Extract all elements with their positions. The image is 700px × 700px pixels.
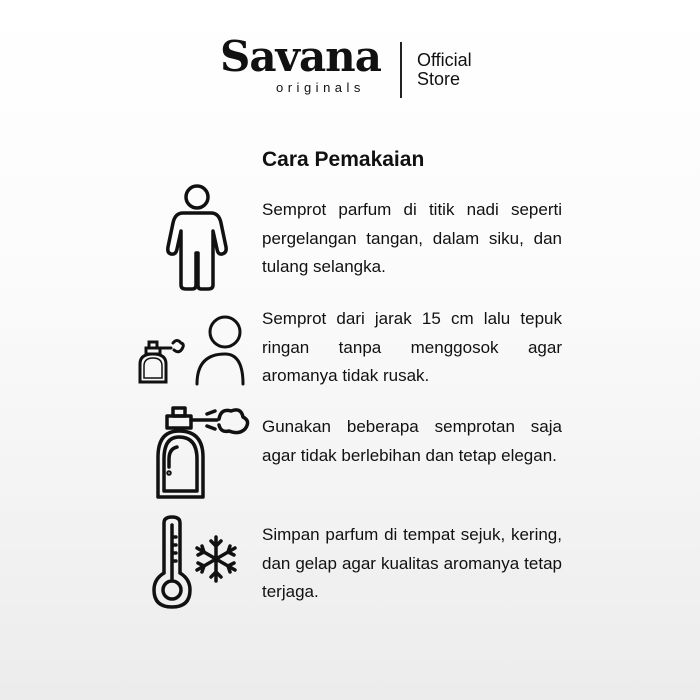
brand-logo	[220, 32, 390, 100]
spray-at-person-icon	[137, 312, 247, 387]
person-icon	[165, 183, 229, 291]
store-line-2: Store	[417, 69, 461, 89]
official-store-label	[417, 51, 472, 89]
step-2-text: Semprot dari jarak 15 cm lalu tepuk ringan tanpa menggosok agar aromanya tidak rusak.	[262, 309, 562, 385]
store-line-1: Official	[417, 50, 472, 70]
header-divider	[400, 42, 402, 98]
step-3-text: Gunakan beberapa semprotan saja agar tidak berlebihan dan tetap elegan.	[262, 417, 562, 465]
step-4-text: Simpan parfum di tempat sejuk, kering, dan gelap agar kualitas aromanya tetap terjaga.	[262, 525, 562, 601]
thermometer-snowflake-icon	[150, 515, 245, 610]
step-1-text: Semprot parfum di titik nadi seperti pergelangan tangan, dalam siku, dan tulang selangka.	[262, 200, 562, 276]
page-title: Cara Pemakaian	[262, 148, 425, 171]
logo-subtext: originals	[276, 80, 365, 95]
perfume-bottle-spray-icon	[155, 405, 255, 500]
logo-text: Savana	[220, 32, 381, 81]
